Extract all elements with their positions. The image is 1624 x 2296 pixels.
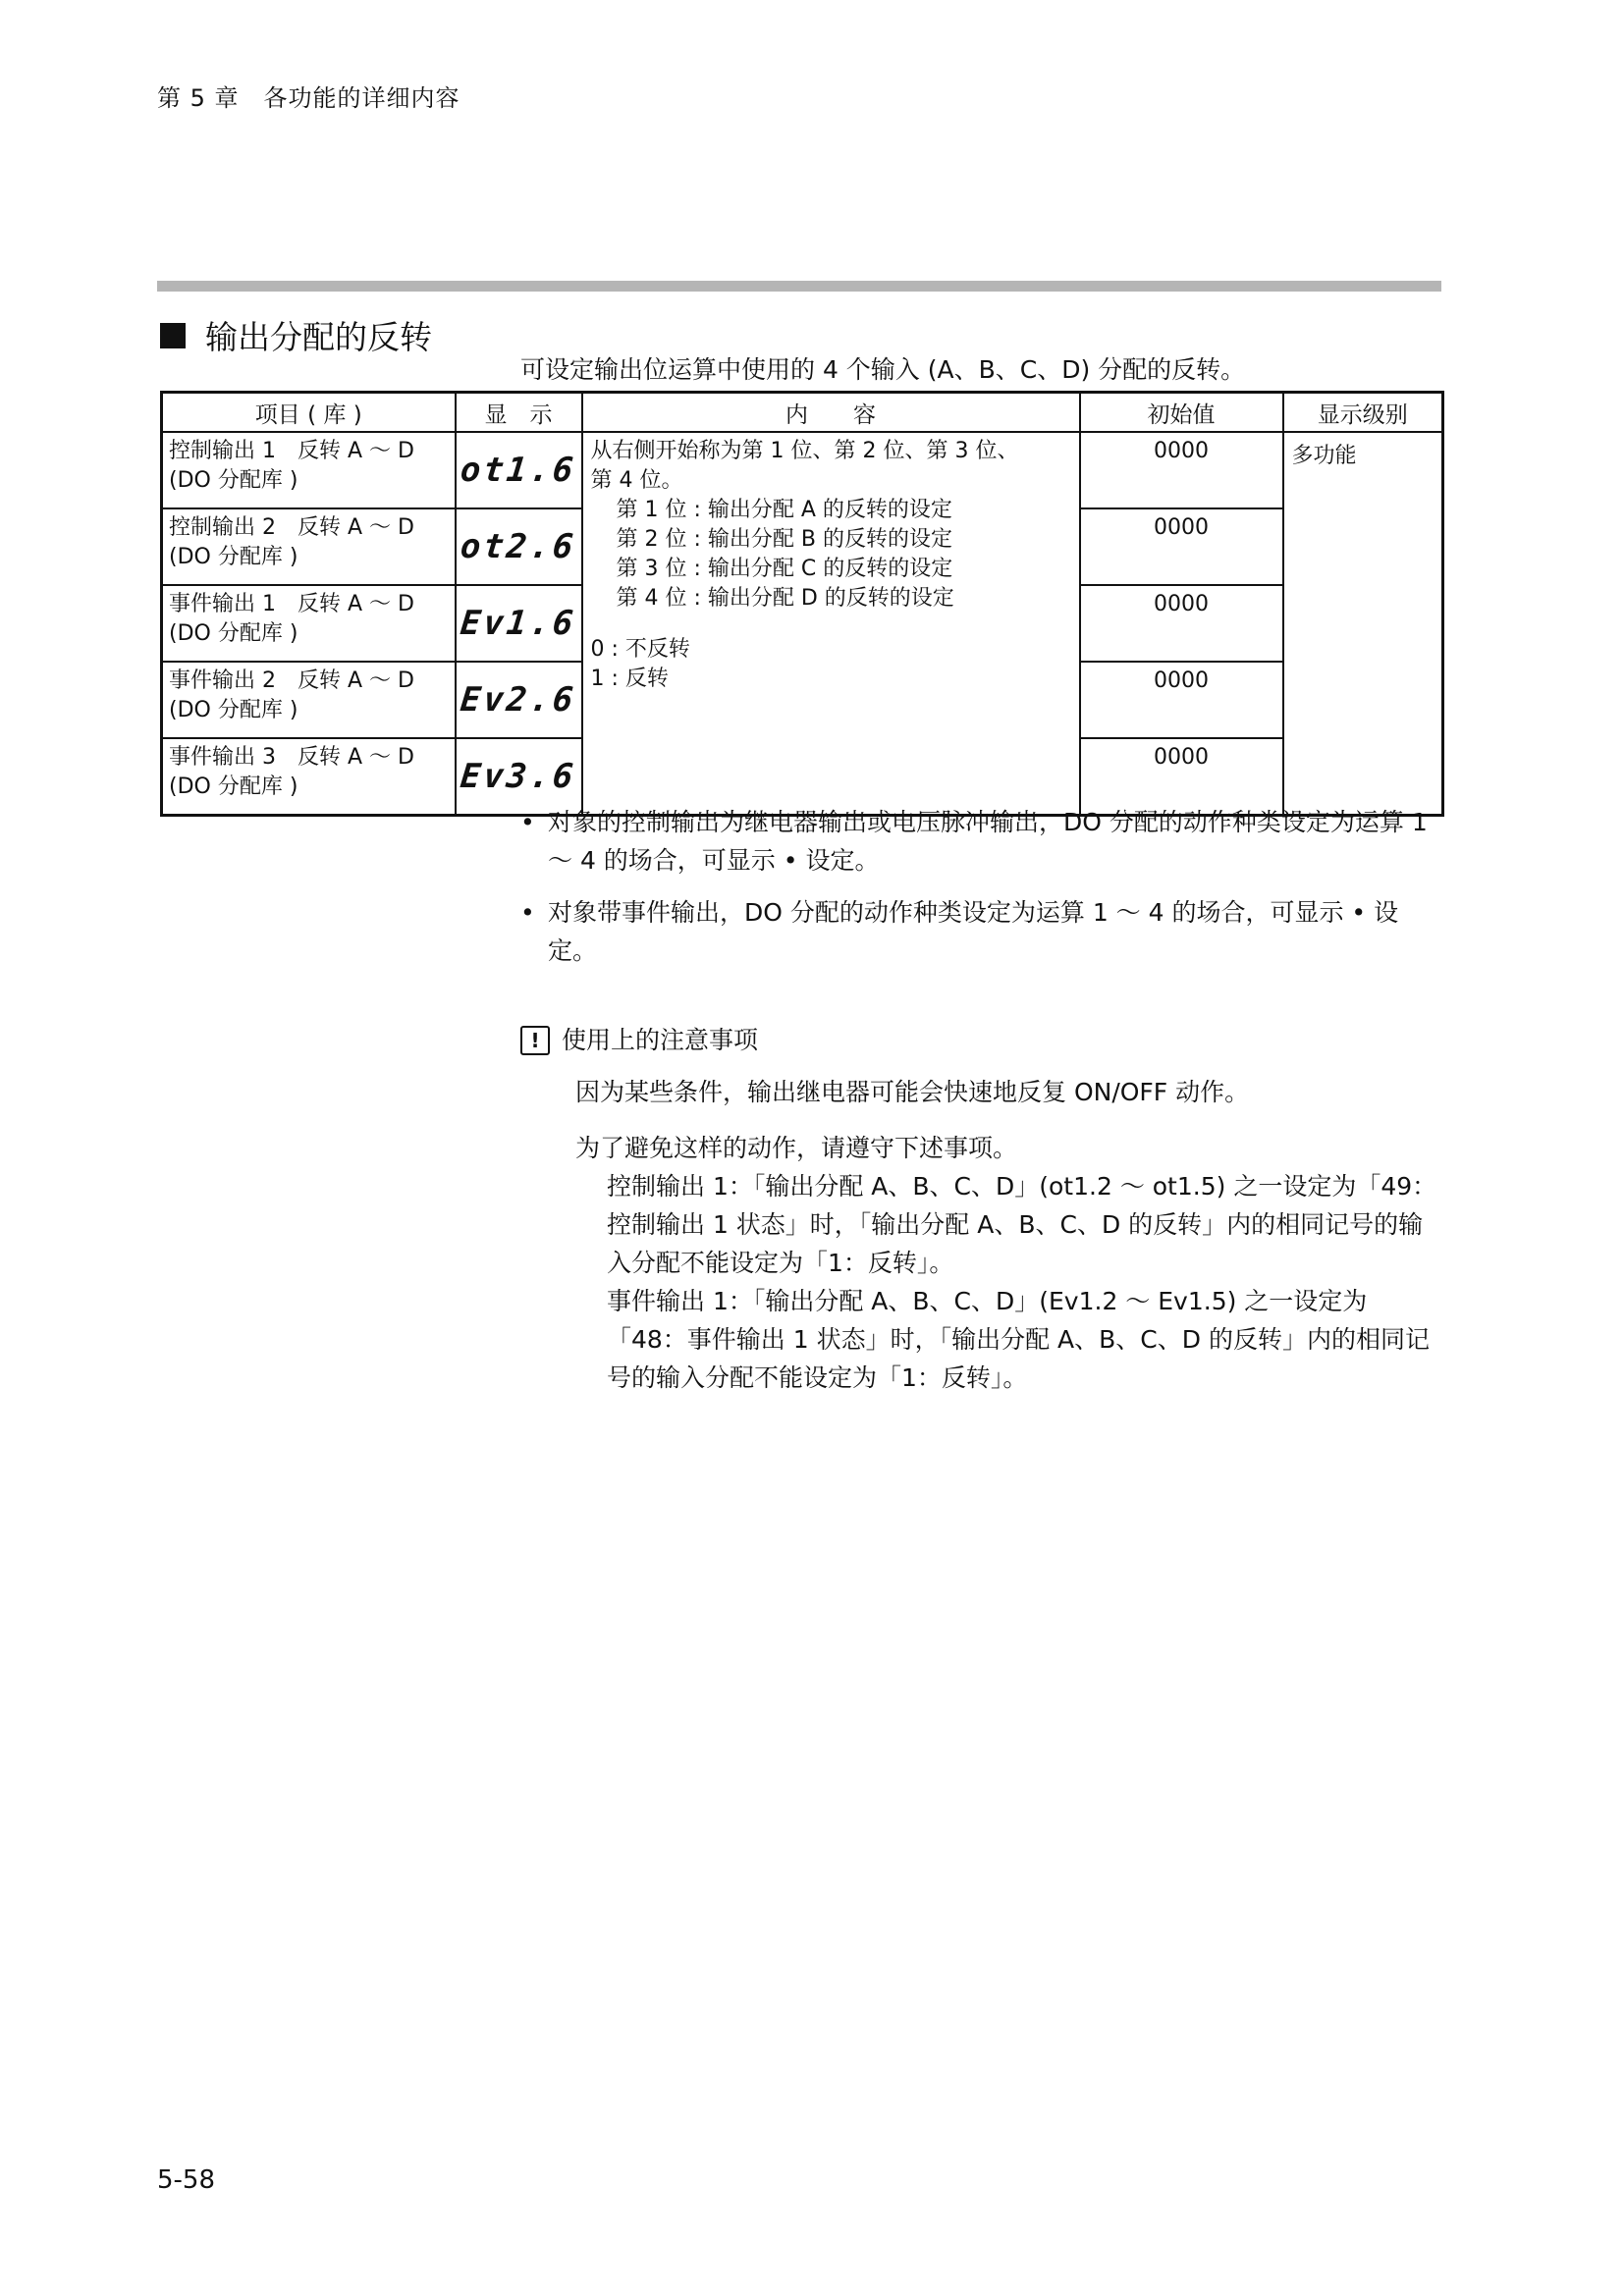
- header-item: 项目 ( 库 ): [162, 393, 456, 433]
- bullet-dot-icon: •: [520, 898, 535, 927]
- notes-list: [520, 803, 1443, 984]
- table-header-row: [162, 393, 1443, 433]
- caution-item: 事件输出 1：「输出分配 A、B、C、D」(Ev1.2 ～ Ev1.5) 之一设定为「48：事件输出 1 状态」时，「输出分配 A、B、C、D 的反转」内的相同记号的输入分配不能设定为「1：反转」。: [607, 1287, 1430, 1392]
- item-cell: 控制输出 2 反转 A ～ D (DO 分配库 ): [162, 508, 456, 585]
- page-number: 5-58: [157, 2165, 216, 2195]
- square-bullet-icon: [160, 323, 186, 348]
- list-item: • 对象带事件输出，DO 分配的动作种类设定为运算 1 ～ 4 的场合，可显示 • 设定。: [520, 893, 1443, 970]
- caution-item: 控制输出 1：「输出分配 A、B、C、D」(ot1.2 ～ ot1.5) 之一设定为「49：控制输出 1 状态」时，「输出分配 A、B、C、D 的反转」内的相同记号的输入分配不能设定为「1：反转」。: [607, 1172, 1437, 1277]
- warning-icon: !: [520, 1026, 550, 1055]
- segment-display: Ev2.6: [459, 680, 578, 720]
- table-row: [162, 432, 1443, 508]
- caution-paragraph: 因为某些条件，输出继电器可能会快速地反复 ON/OFF 动作。: [575, 1078, 1250, 1106]
- initial-value-cell: 0000: [1080, 738, 1283, 816]
- caution-block: [520, 1021, 1443, 1397]
- segment-display: ot2.6: [459, 527, 578, 566]
- initial-value-cell: 0000: [1080, 432, 1283, 508]
- display-cell: [456, 662, 582, 738]
- item-cell: 事件输出 3 反转 A ～ D (DO 分配库 ): [162, 738, 456, 816]
- section-divider: [157, 281, 1441, 292]
- header-level: 显示级别: [1283, 393, 1443, 433]
- header-initial: 初始值: [1080, 393, 1283, 433]
- display-cell: [456, 508, 582, 585]
- segment-display: Ev1.6: [459, 604, 578, 643]
- chapter-header: 第 5 章 各功能的详细内容: [157, 84, 460, 112]
- item-cell: 控制输出 1 反转 A ～ D (DO 分配库 ): [162, 432, 456, 508]
- display-cell: [456, 585, 582, 662]
- caution-title: ! 使用上的注意事项: [520, 1021, 1443, 1059]
- list-item: • 对象的控制输出为继电器输出或电压脉冲输出，DO 分配的动作种类设定为运算 1 ～ 4 的场合，可显示 • 设定。: [520, 803, 1443, 880]
- caution-paragraph: 为了避免这样的动作，请遵守下述事项。: [575, 1134, 1018, 1162]
- item-cell: 事件输出 2 反转 A ～ D (DO 分配库 ): [162, 662, 456, 738]
- segment-display: Ev3.6: [459, 757, 578, 796]
- parameter-table: [160, 391, 1444, 817]
- section-title-text: 输出分配的反转: [205, 318, 432, 356]
- initial-value-cell: 0000: [1080, 585, 1283, 662]
- segment-display: ot1.6: [459, 451, 578, 490]
- initial-value-cell: 0000: [1080, 662, 1283, 738]
- section-intro: 可设定输出位运算中使用的 4 个输入 (A、B、C、D) 分配的反转。: [520, 355, 1246, 384]
- display-level-cell: 多功能: [1283, 432, 1443, 816]
- header-display: 显 示: [456, 393, 582, 433]
- initial-value-cell: 0000: [1080, 508, 1283, 585]
- display-cell: [456, 432, 582, 508]
- section-title: [160, 312, 432, 358]
- bullet-dot-icon: •: [520, 808, 535, 836]
- header-content: 内 容: [582, 393, 1080, 433]
- item-cell: 事件输出 1 反转 A ～ D (DO 分配库 ): [162, 585, 456, 662]
- content-cell: 从右侧开始称为第 1 位、第 2 位、第 3 位、 第 4 位。 第 1 位 : 输出分配 A 的反转的设定 第 2 位 : 输出分配 B 的反转的设定 第 3 位 : 输出分配 C 的反转的设定 第 4 位 : 输出分配 D 的反转的设定 0 : 不反转 1 : 反转: [582, 432, 1080, 816]
